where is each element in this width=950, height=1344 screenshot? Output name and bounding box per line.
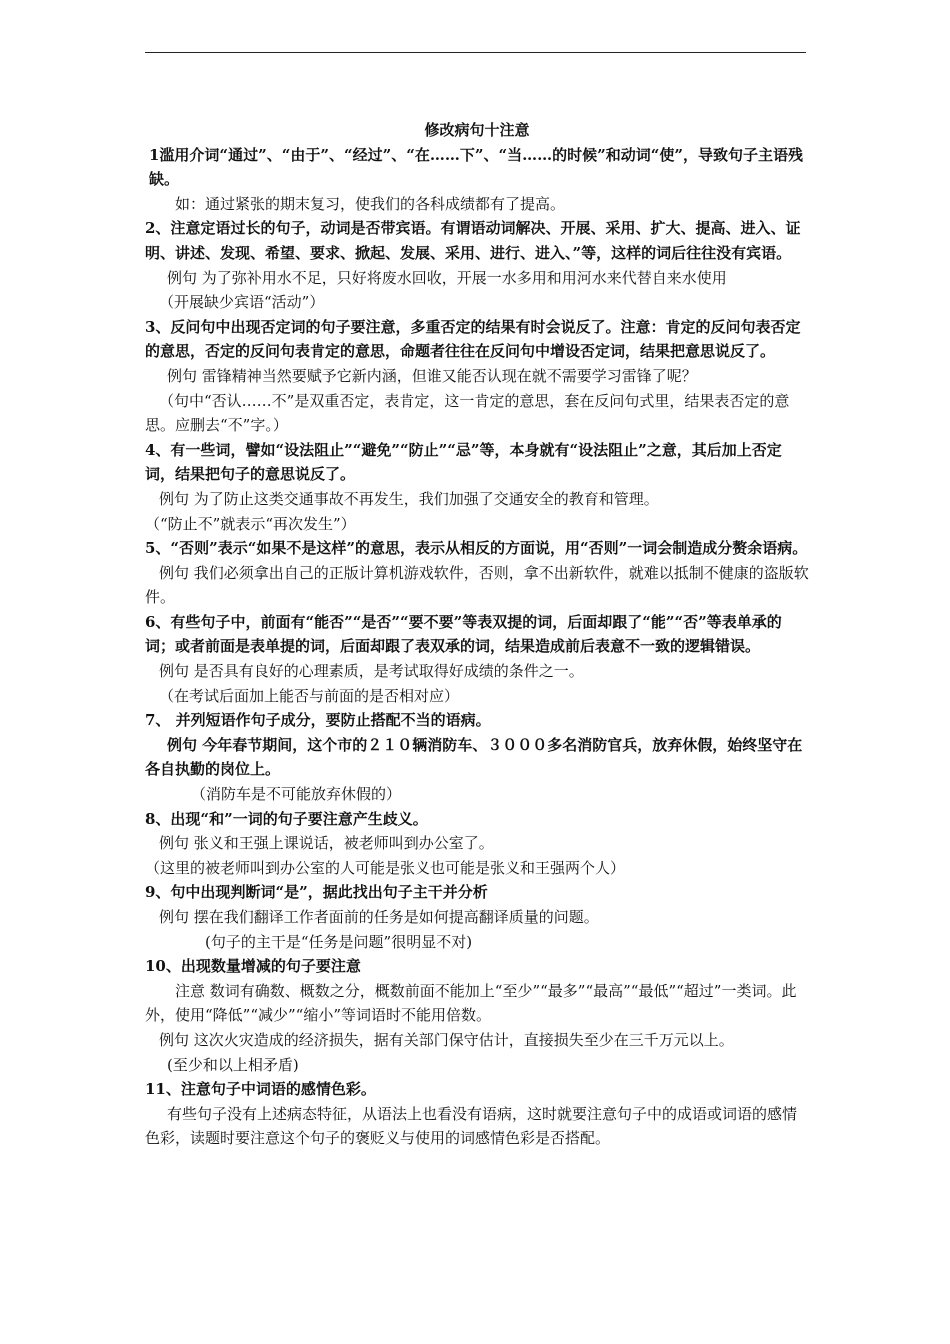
rule-5: 5、“否则”表示“如果不是这样”的意思，表示从相反的方面说，用“否则”一词会制造成分赘余语病。 [145, 539, 808, 558]
rule-6: 6、有些句子中，前面有“能否”“是否”“要不要”等表双提的词，后面却跟了“能”“否”等表单承的词；或者前面是表单提的词，后面却跟了表双承的词，结果造成前后表意不一致的逻辑错误。 [145, 612, 782, 656]
rule-3-example: 例句 雷锋精神当然要赋予它新内涵，但谁又能否认现在就不需要学习雷锋了呢？ [167, 366, 697, 385]
rule-9: 9、句中出现判断词“是”，据此找出句子主干并分析 [145, 883, 488, 902]
rule-9-example: 例句 摆在我们翻译工作者面前的任务是如何提高翻译质量的问题。 [159, 908, 599, 926]
rule-10-example: 例句 这次火灾造成的经济损失，据有关部门保守估计，直接损失至少在三千万元以上。 [159, 1030, 734, 1049]
rule-11: 11、注意句子中词语的感情色彩。 [145, 1080, 376, 1099]
document-body [145, 118, 809, 1151]
rule-10-note-2: (至少和以上相矛盾) [167, 1055, 299, 1074]
rule-1-example: 如：通过紧张的期末复习，使我们的各科成绩都有了提高。 [175, 194, 566, 213]
rule-2: 2、注意定语过长的句子，动词是否带宾语。有谓语动词解决、开展、采用、扩大、提高、进入、证明、讲述、发现、希望、要求、掀起、发展、采用、进行、进入、”等，这样的词后往往没有宾语。 [145, 219, 801, 262]
rule-5-example: 例句 我们必须拿出自己的正版计算机游戏软件，否则，拿不出新软件，就难以抵制不健康的盗版软件。 [145, 563, 809, 607]
rule-9-note: (句子的主干是“任务是问题”很明显不对) [205, 932, 473, 951]
rule-11-body: 有些句子没有上述病态特征，从语法上也看没有语病，这时就要注意句子中的成语或词语的感情色彩，读题时要注意这个句子的褒贬义与使用的词感情色彩是否搭配。 [145, 1104, 798, 1148]
rule-6-note: （在考试后面加上能否与前面的是否相对应） [159, 686, 460, 705]
rule-6-example: 例句 是否具有良好的心理素质，是考试取得好成绩的条件之一。 [159, 662, 584, 681]
rule-8-note: （这里的被老师叫到办公室的人可能是张义也可能是张义和王强两个人） [145, 858, 626, 877]
rule-8-example: 例句 张义和王强上课说话，被老师叫到办公室了。 [159, 834, 494, 853]
rule-3-note: （句中“否认……不”是双重否定，表肯定，这一肯定的意思，套在反问句式里，结果表否定的意思。应删去“不”字。） [145, 391, 790, 435]
rule-3: 3、反问句中出现否定词的句子要注意，多重否定的结果有时会说反了。注意：肯定的反问句表否定的意思，否定的反问句表肯定的意思，命题者往往在反问句中增设否定词，结果把意思说反了。 [145, 317, 801, 361]
rule-4-example: 例句 为了防止这类交通事故不再发生，我们加强了交通安全的教育和管理。 [159, 489, 659, 508]
rule-1: 1滥用介词“通过”、“由于”、“经过”、“在……下”、“当……的时候”和动词“使”，导致句子主语残缺。 [149, 145, 803, 189]
rule-7-note: （消防车是不可能放弃休假的） [191, 785, 402, 804]
rule-8: 8、出现“和”一词的句子要注意产生歧义。 [145, 809, 428, 828]
rule-2-example: 例句 为了弥补用水不足，只好将废水回收，开展一水多用和用河水来代替自来水使用 [167, 268, 727, 287]
page-title: 修改病句十注意 [424, 121, 530, 139]
rule-2-note: （开展缺少宾语“活动”） [159, 293, 325, 312]
rule-10-note: 注意 数词有确数、概数之分，概数前面不能加上“至少”“最多”“最高”“最低”“超过”一类词。此外，使用“降低”“减少”“缩小”等词语时不能用倍数。 [145, 981, 797, 1025]
rule-4: 4、有一些词，譬如“设法阻止”“避免”“防止”“忌”等，本身就有“设法阻止”之意，其后加上否定词，结果把句子的意思说反了。 [145, 440, 782, 484]
header-rule [145, 52, 806, 53]
rule-7: 7、 并列短语作句子成分，要防止搭配不当的语病。 [145, 711, 491, 730]
rule-4-note: （“防止不”就表示“再次发生”） [145, 514, 356, 533]
rule-10: 10、出现数量增减的句子要注意 [145, 957, 361, 976]
rule-7-example: 例句 今年春节期间，这个市的２１０辆消防车、３０００多名消防官兵，放弃休假，始终坚守在各自执勤的岗位上。 [145, 735, 803, 779]
